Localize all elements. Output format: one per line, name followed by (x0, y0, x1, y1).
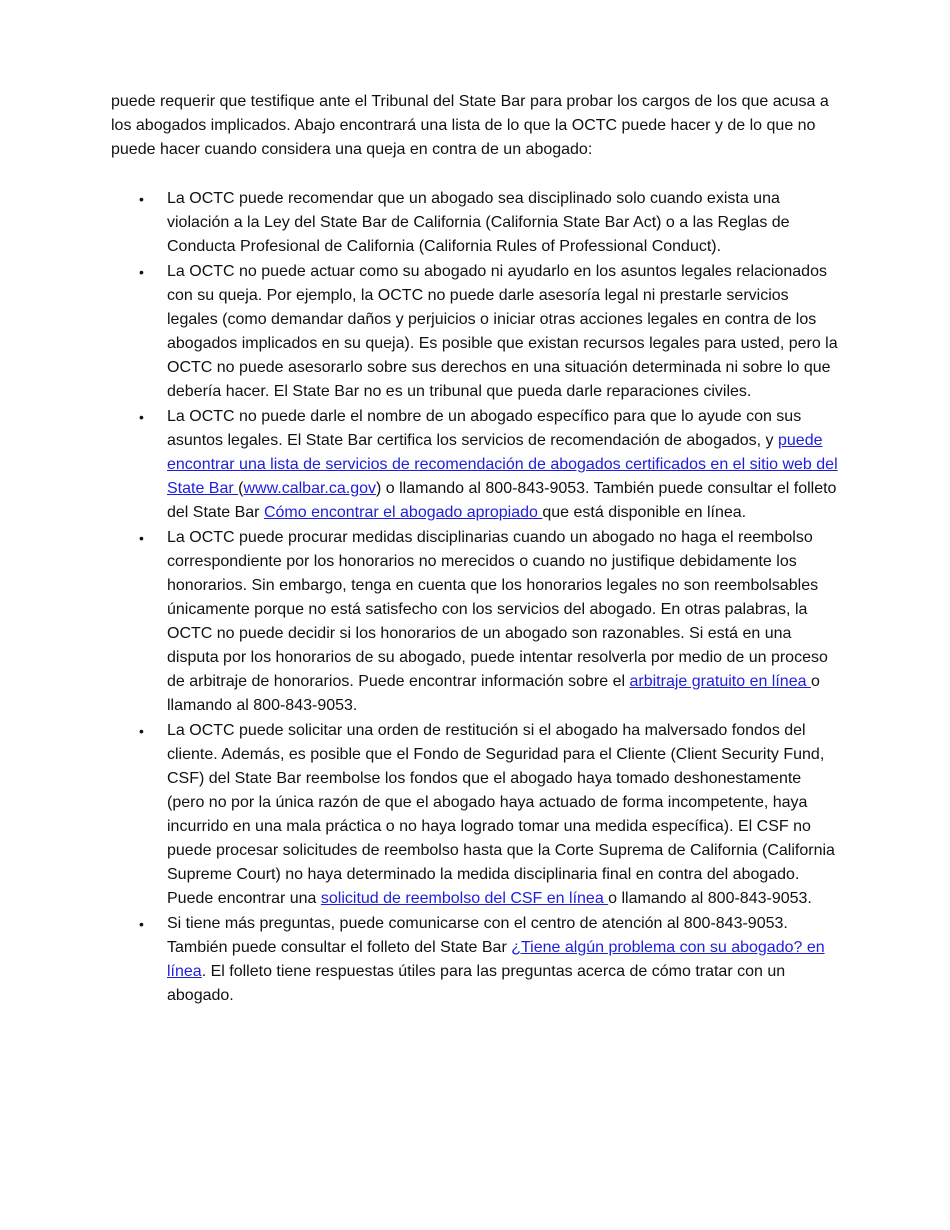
bullet-icon: • (139, 191, 144, 207)
calbar-website-link[interactable]: www.calbar.ca.gov (243, 480, 376, 497)
bullet-text: La OCTC no puede actuar como su abogado ni ayudarlo en los asuntos legales relacionados con su queja. Por ejemplo, la OCTC no puede darle asesoría legal ni prestarle servicios legales (como demandar daños y perjuicios o iniciar otras acciones legales en contra de los abogados implicados en su queja). Es posible que existan recursos legales para usted, pero la OCTC no puede asesorarlo sobre sus derechos en una situación determinada ni sobre lo que debería hacer. El State Bar no es un tribunal que pueda darle reparaciones civiles. (167, 263, 838, 400)
bullet-text: La OCTC no puede darle el nombre de un abogado específico para que lo ayude con sus asuntos legales. El State Bar certifica los servicios de recomendación de abogados, y (167, 408, 802, 449)
list-item (111, 187, 841, 259)
bullet-text: Si tiene más preguntas, puede comunicarse con el centro de atención al 800-843-9053. También puede consultar el folleto del State Bar (167, 915, 788, 956)
list-item (111, 719, 841, 911)
bullet-text: ( (238, 480, 244, 497)
csf-application-link[interactable]: solicitud de reembolso del CSF en línea (320, 890, 609, 907)
list-item (111, 405, 841, 525)
list-item (111, 912, 841, 1008)
bullet-icon: • (139, 916, 144, 932)
bullet-icon: • (139, 723, 144, 739)
bullet-text: ) o llamando al 800-843-9053. También puede consultar el folleto del State Bar (167, 480, 837, 521)
bullet-text: o llamando al 800-843-9053. (608, 890, 812, 907)
list-item (111, 260, 841, 404)
bullet-text: que está disponible en línea. (542, 504, 747, 521)
find-lawyer-brochure-link[interactable]: Cómo encontrar el abogado apropiado (263, 504, 543, 521)
bullet-icon: • (139, 409, 144, 425)
fee-arbitration-link[interactable]: arbitraje gratuito en línea (629, 673, 811, 690)
bullet-icon: • (139, 530, 144, 546)
referral-services-link[interactable]: puede encontrar una lista de servicios de recomendación de abogados certificados en el sitio web del State Bar (167, 432, 838, 497)
bullet-text: o llamando al 800-843-9053. (167, 673, 820, 714)
bullet-list (111, 187, 841, 1009)
bullet-icon: • (139, 264, 144, 280)
list-item (111, 526, 841, 718)
intro-paragraph: puede requerir que testifique ante el Tribunal del State Bar para probar los cargos de los que acusa a los abogados implicados. Abajo encontrará una lista de lo que la OCTC puede hacer y de lo que no puede hacer cuando considera una queja en contra de un abogado: (111, 93, 829, 158)
bullet-text: . El folleto tiene respuestas útiles para las preguntas acerca de cómo tratar con un abogado. (167, 963, 786, 1004)
bullet-text: La OCTC puede procurar medidas disciplinarias cuando un abogado no haga el reembolso correspondiente por los honorarios no merecidos o cuando no justifique debidamente los honorarios. Sin embargo, tenga en cuenta que los honorarios legales no son reembolsables únicamente porque no está satisfecho con los servicios del abogado. En otras palabras, la OCTC no puede decidir si los honorarios de un abogado son razonables. Si está en una disputa por los honorarios de su abogado, puede intentar resolverla por medio de un proceso de arbitraje de honorarios. Puede encontrar información sobre el (167, 529, 828, 690)
bullet-text: La OCTC puede solicitar una orden de restitución si el abogado ha malversado fondos del cliente. Además, es posible que el Fondo de Seguridad para el Cliente (Client Security Fund, CSF) del State Bar reembolse los fondos que el abogado haya tomado deshonestamente (pero no por la única razón de que el abogado haya actuado de forma incompetente, haya incurrido en una mala práctica o no haya logrado tomar una medida específica). El CSF no puede procesar solicitudes de reembolso hasta que la Corte Suprema de California (California Supreme Court) no haya determinado la medida disciplinaria final en contra del abogado. Puede encontrar una (167, 722, 835, 907)
bullet-text: La OCTC puede recomendar que un abogado sea disciplinado solo cuando exista una violación a la Ley del State Bar de California (California State Bar Act) o a las Reglas de Conducta Profesional de California (California Rules of Professional Conduct). (167, 190, 790, 255)
lawyer-problem-brochure-link[interactable]: ¿Tiene algún problema con su abogado? en línea (167, 939, 825, 980)
